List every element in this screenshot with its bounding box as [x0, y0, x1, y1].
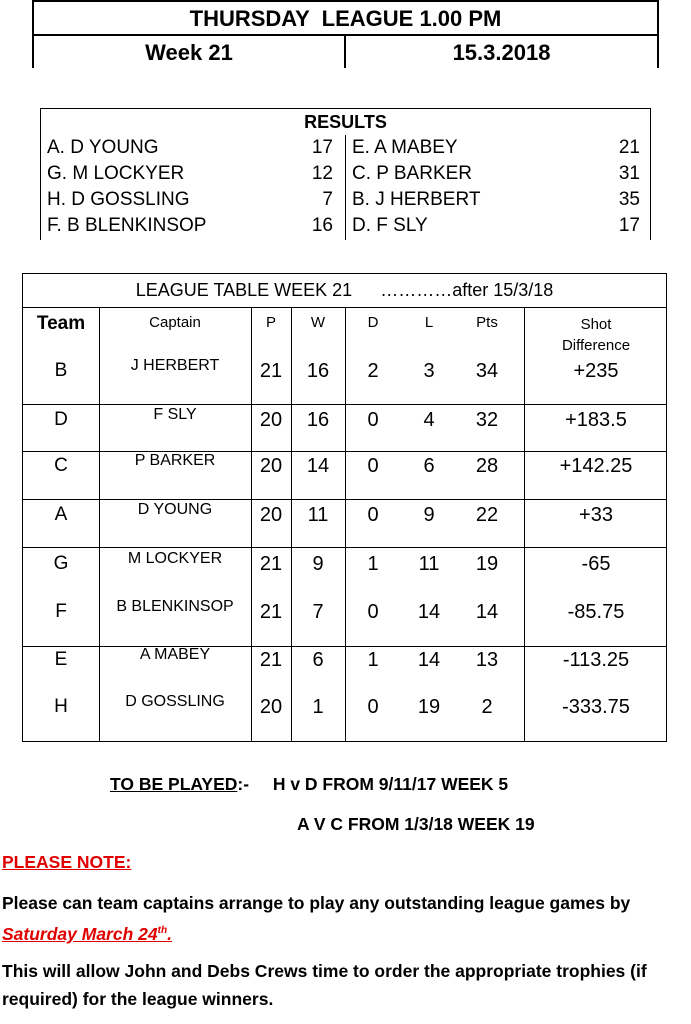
table-cell-w: 7 [312, 601, 324, 623]
row-divider [23, 499, 666, 500]
result-left-score: 7 [322, 189, 333, 210]
table-cell-d: 2 [367, 360, 379, 382]
table-cell-d: 1 [367, 649, 379, 671]
column-header-d: D [367, 314, 379, 331]
table-cell-w: 6 [312, 649, 324, 671]
please-note-heading: PLEASE NOTE: [2, 852, 132, 872]
table-cell-l: 14 [417, 649, 441, 671]
result-left-team: H. D GOSSLING [47, 189, 190, 210]
fixture-1: H v D FROM 9/11/17 WEEK 5 [272, 774, 509, 794]
table-cell-l: 6 [423, 455, 435, 477]
table-cell-d: 0 [367, 696, 379, 718]
result-left-team: G. M LOCKYER [47, 163, 185, 184]
table-cell-team: C [54, 455, 68, 476]
column-header-w: W [310, 314, 326, 331]
table-cell-w: 11 [307, 504, 329, 526]
column-header-p: P [265, 314, 276, 331]
result-row [352, 135, 642, 161]
table-cell-team: G [53, 553, 69, 574]
results-left-column [47, 135, 345, 239]
deadline-date [2, 924, 172, 944]
result-row [47, 187, 345, 213]
column-header-shot-line2: Difference [561, 337, 631, 354]
page-title: THURSDAY LEAGUE 1.00 PM [189, 6, 502, 31]
result-row [47, 213, 345, 239]
table-cell-shot: -113.25 [562, 649, 630, 671]
result-right-score: 17 [618, 215, 640, 236]
table-cell-pts: 28 [475, 455, 499, 477]
result-row [352, 161, 642, 187]
column-header-pts: Pts [476, 314, 498, 331]
week-label: Week 21 [145, 40, 233, 65]
date-label: 15.3.2018 [452, 40, 551, 65]
table-cell-team: B [54, 360, 68, 381]
table-cell-captain: D GOSSLING [125, 693, 225, 710]
result-row [47, 135, 345, 161]
table-cell-pts: 19 [475, 553, 499, 575]
table-cell-captain: D YOUNG [137, 501, 213, 518]
table-cell-d: 0 [367, 455, 379, 477]
table-cell-captain: B BLENKINSOP [116, 598, 234, 615]
table-cell-w: 16 [306, 360, 330, 382]
table-cell-captain: P BARKER [134, 452, 216, 469]
results-title: RESULTS [304, 112, 387, 132]
table-cell-shot: +183.5 [565, 409, 627, 431]
league-table-subtitle: …………after 15/3/18 [380, 280, 554, 300]
table-cell-shot: +235 [573, 360, 619, 382]
table-cell-captain: J HERBERT [130, 357, 220, 374]
table-cell-d: 0 [367, 504, 379, 526]
deadline-date-end: . [167, 923, 172, 944]
note-paragraph-2: This will allow John and Debs Crews time to order the appropriate trophies (if required) for the league winners. [2, 961, 647, 1009]
league-table-title: LEAGUE TABLE WEEK 21 [135, 280, 353, 300]
result-left-team: A. D YOUNG [47, 137, 159, 158]
column-header-shot-difference [524, 314, 668, 356]
table-cell-p: 21 [259, 601, 283, 623]
note-paragraph-1-text: Please can team captains arrange to play any outstanding league games by [2, 893, 631, 913]
table-cell-shot: +142.25 [559, 455, 633, 477]
results-right-column [352, 135, 642, 239]
results-split [345, 135, 346, 240]
result-left-score: 16 [311, 215, 333, 236]
result-right-team: E. A MABEY [352, 137, 458, 158]
table-cell-p: 20 [259, 409, 283, 431]
table-cell-shot: -85.75 [567, 601, 625, 623]
table-cell-shot: -65 [581, 553, 611, 575]
column-header-l: L [424, 314, 434, 331]
to-be-played-label: TO BE PLAYED [110, 774, 238, 794]
table-cell-shot: +33 [579, 504, 613, 526]
to-be-played-line1 [110, 774, 670, 795]
table-cell-d: 0 [367, 409, 379, 431]
table-cell-team: H [54, 696, 68, 717]
row-divider [23, 547, 666, 548]
column-header-team: Team [36, 313, 86, 334]
header-border-top [32, 0, 659, 2]
table-cell-pts: 22 [475, 504, 499, 526]
table-cell-l: 4 [423, 409, 435, 431]
table-cell-w: 9 [312, 553, 324, 575]
result-right-score: 31 [618, 163, 640, 184]
table-cell-team: D [54, 409, 68, 430]
table-cell-p: 21 [259, 553, 283, 575]
note-paragraph-1 [2, 889, 682, 948]
to-be-played-suffix: :- [237, 774, 250, 794]
result-left-team: F. B BLENKINSOP [47, 215, 207, 236]
league-table [22, 273, 667, 742]
column-header-captain: Captain [149, 314, 201, 331]
table-cell-l: 11 [418, 553, 440, 575]
fixture-2: A V C FROM 1/3/18 WEEK 19 [297, 814, 535, 834]
table-cell-p: 20 [259, 696, 283, 718]
deadline-date-suffix: th [157, 925, 168, 936]
table-cell-pts: 14 [475, 601, 499, 623]
results-border-top [40, 108, 651, 109]
table-cell-captain: A MABEY [139, 646, 211, 663]
table-cell-l: 3 [423, 360, 435, 382]
table-cell-d: 1 [367, 553, 379, 575]
result-left-score: 17 [311, 137, 333, 158]
table-cell-pts: 2 [481, 696, 493, 718]
table-cell-l: 14 [417, 601, 441, 623]
result-right-team: D. F SLY [352, 215, 428, 236]
result-right-team: B. J HERBERT [352, 189, 481, 210]
column-header-shot-line1: Shot [580, 316, 612, 333]
table-cell-pts: 13 [475, 649, 499, 671]
result-right-score: 21 [618, 137, 640, 158]
table-cell-team: E [54, 649, 68, 670]
table-cell-captain: M LOCKYER [127, 550, 223, 567]
result-row [352, 187, 642, 213]
table-cell-p: 20 [259, 455, 283, 477]
table-cell-team: A [54, 504, 68, 525]
table-cell-team: F [55, 601, 67, 622]
table-cell-captain: F SLY [153, 406, 197, 423]
table-cell-p: 21 [259, 360, 283, 382]
result-right-score: 35 [618, 189, 640, 210]
result-row [352, 213, 642, 239]
table-cell-w: 14 [306, 455, 330, 477]
results-border-right [650, 108, 651, 240]
table-cell-p: 21 [259, 649, 283, 671]
table-cell-pts: 34 [475, 360, 499, 382]
table-cell-l: 19 [417, 696, 441, 718]
table-cell-l: 9 [423, 504, 435, 526]
table-cell-w: 16 [306, 409, 330, 431]
table-cell-pts: 32 [475, 409, 499, 431]
result-right-team: C. P BARKER [352, 163, 473, 184]
table-cell-w: 1 [312, 696, 324, 718]
result-row [47, 161, 345, 187]
league-table-title-row [23, 278, 666, 302]
table-cell-d: 0 [367, 601, 379, 623]
result-left-score: 12 [311, 163, 333, 184]
deadline-date-text: Saturday March 24 [2, 923, 158, 944]
table-cell-shot: -333.75 [562, 696, 630, 718]
row-divider [23, 404, 666, 405]
table-cell-p: 20 [259, 504, 283, 526]
